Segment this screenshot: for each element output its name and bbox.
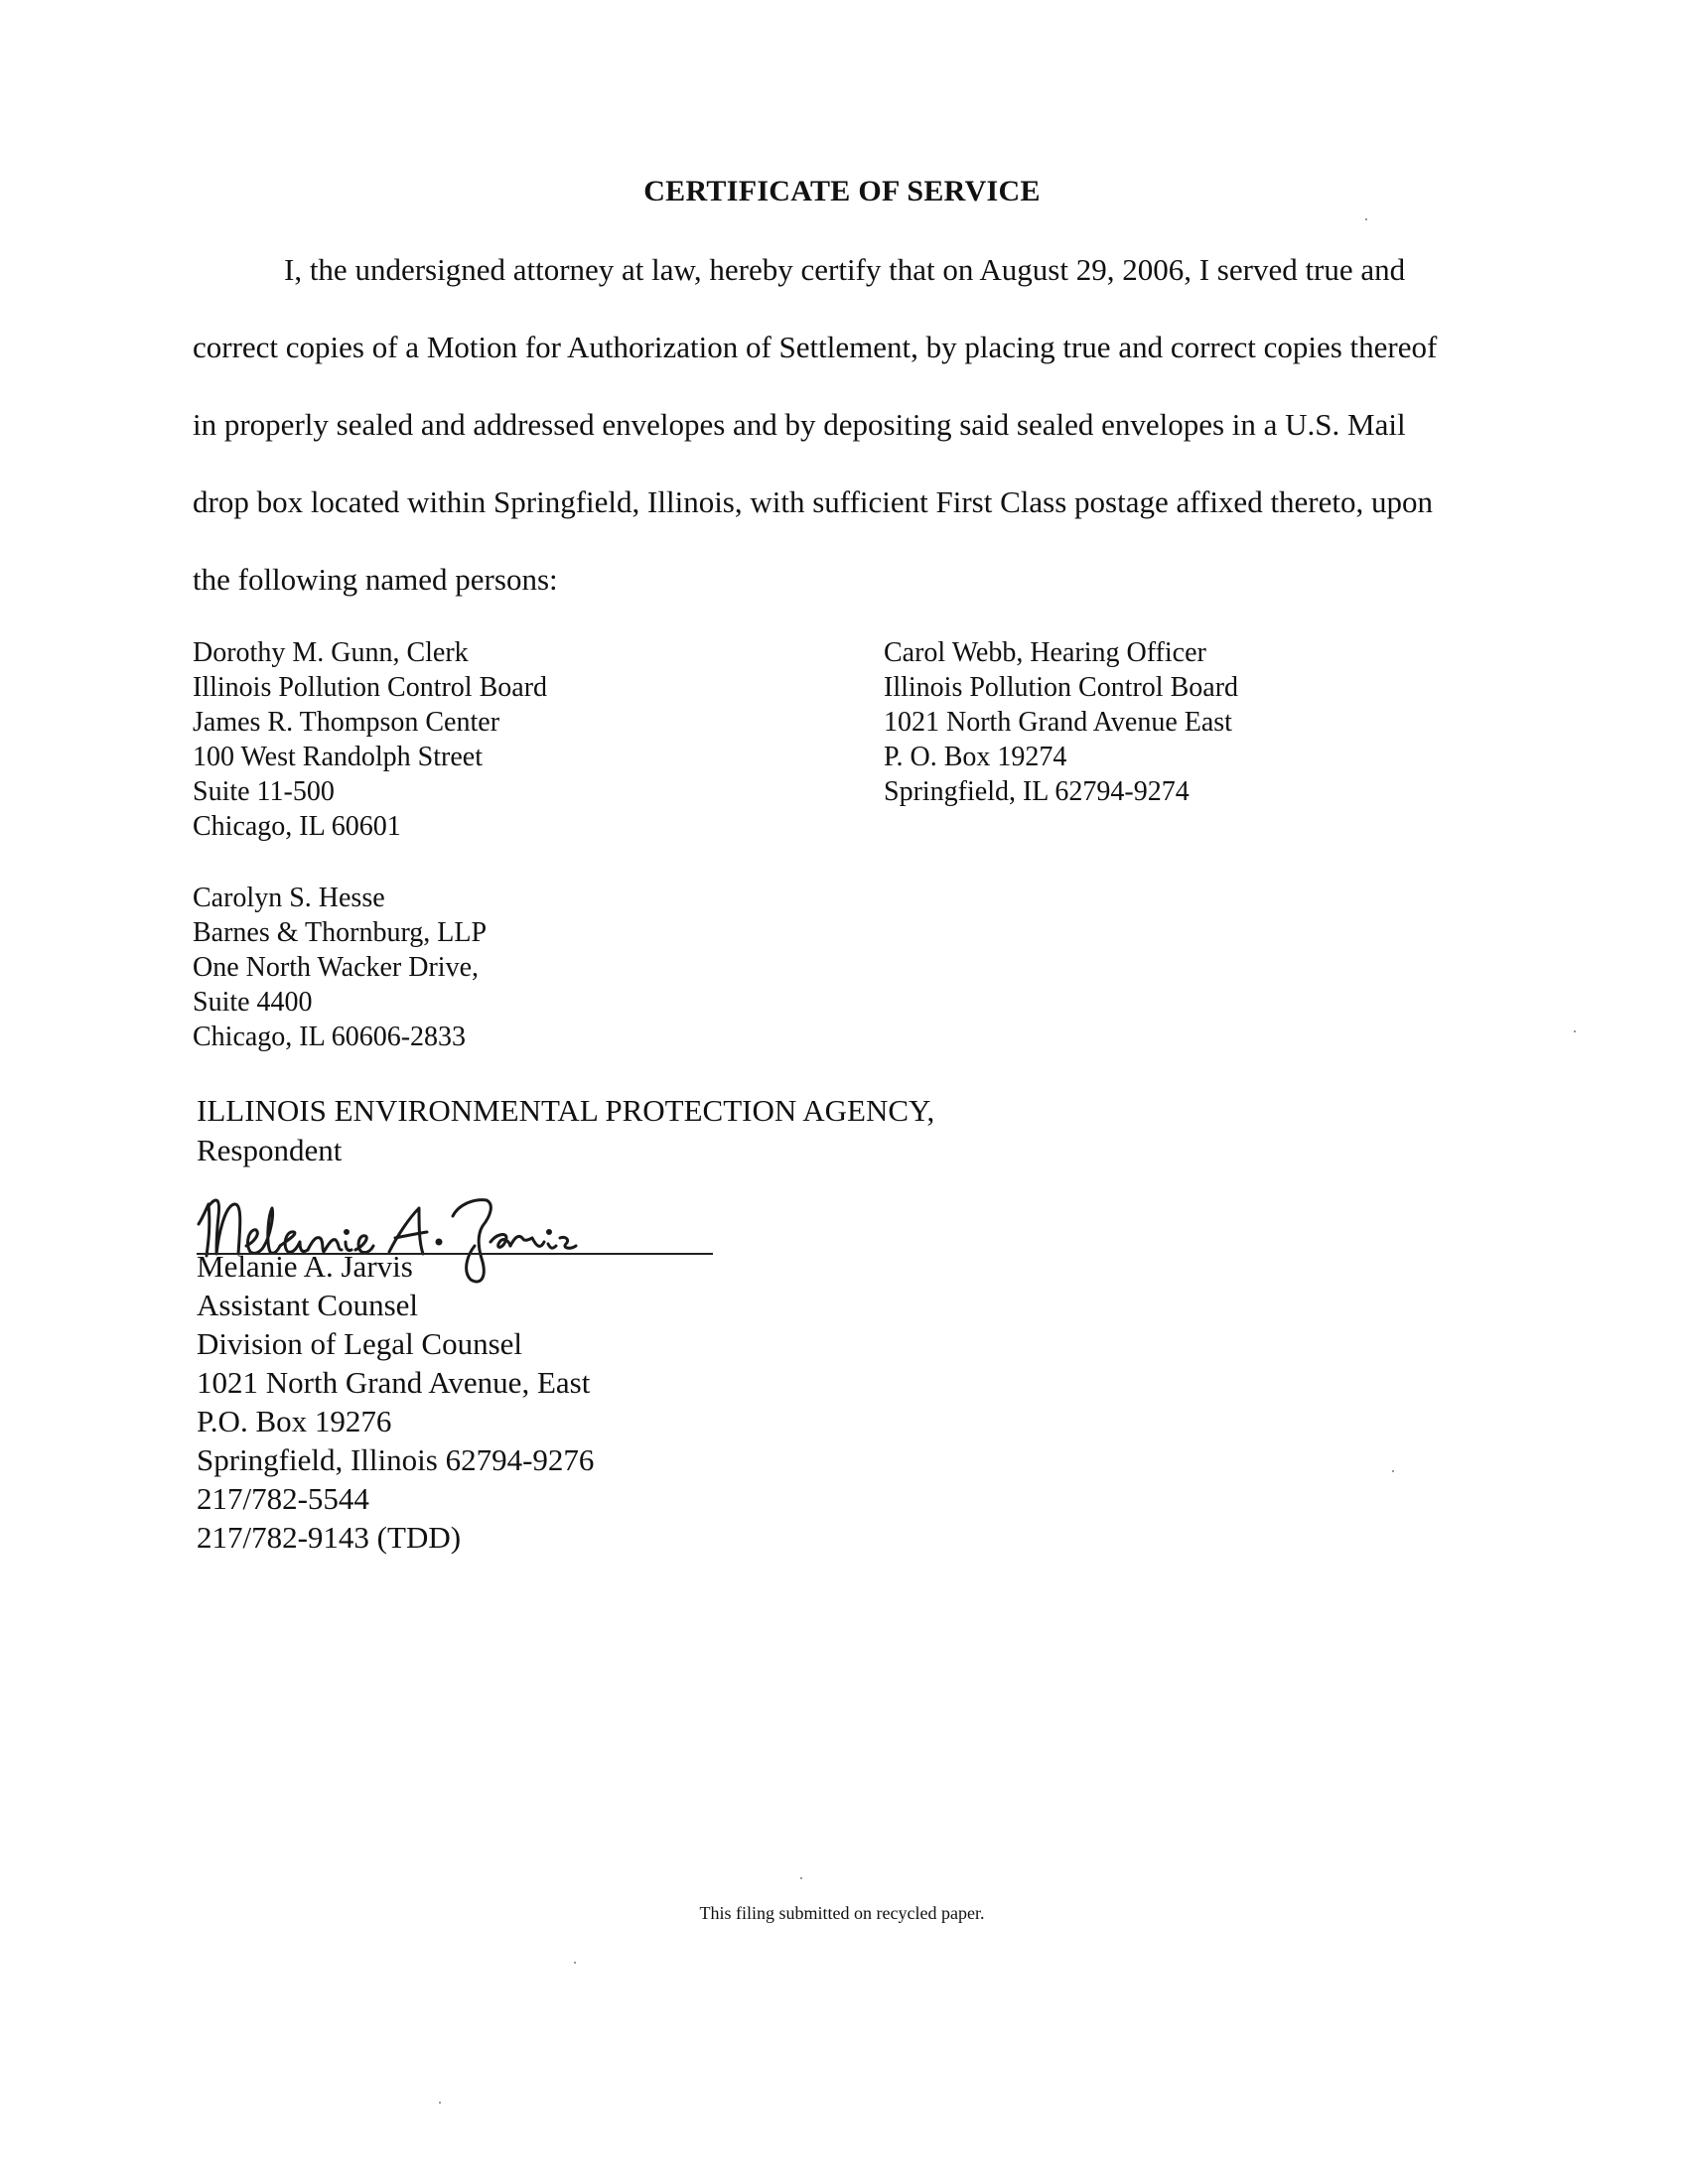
agency-name: ILLINOIS ENVIRONMENTAL PROTECTION AGENCY,: [197, 1093, 935, 1128]
address-line: Carol Webb, Hearing Officer: [884, 637, 1206, 668]
recipient-address-block: [193, 635, 547, 844]
address-line: Chicago, IL 60601: [193, 811, 401, 842]
signer-line: 1021 North Grand Avenue, East: [197, 1365, 591, 1400]
scan-speck: [1365, 218, 1367, 220]
document-title: CERTIFICATE OF SERVICE: [643, 175, 1041, 207]
address-line: Suite 4400: [193, 987, 313, 1018]
address-line: Suite 11-500: [193, 776, 335, 807]
body-line: in properly sealed and addressed envelopes and by depositing said sealed envelopes in a U.S. Mail: [193, 407, 1406, 442]
signer-line: P.O. Box 19276: [197, 1404, 392, 1438]
body-line: the following named persons:: [193, 562, 558, 597]
footer-note: This filing submitted on recycled paper.: [699, 1903, 985, 1923]
body-line: drop box located within Springfield, Illinois, with sufficient First Class postage affixed thereto, upon: [193, 484, 1434, 519]
scan-speck: [574, 1962, 576, 1964]
address-line: Carolyn S. Hesse: [193, 883, 385, 913]
signer-block: [197, 1247, 594, 1557]
scan-speck: [1574, 1030, 1576, 1032]
address-line: 100 West Randolph Street: [193, 742, 483, 772]
address-line: James R. Thompson Center: [193, 707, 500, 738]
scan-speck: [800, 1877, 802, 1879]
address-line: One North Wacker Drive,: [193, 952, 480, 983]
address-line: Illinois Pollution Control Board: [884, 672, 1239, 703]
address-line: Dorothy M. Gunn, Clerk: [193, 637, 469, 668]
scan-speck: [1392, 1470, 1394, 1472]
signer-line: Assistant Counsel: [197, 1288, 419, 1322]
body-line: I, the undersigned attorney at law, hereby certify that on August 29, 2006, I served true and: [284, 252, 1406, 287]
recipient-address-block: [884, 635, 1238, 809]
scan-speck: [439, 2102, 441, 2104]
address-line: Springfield, IL 62794-9274: [884, 776, 1190, 807]
signer-line: Springfield, Illinois 62794-9276: [197, 1442, 595, 1477]
signer-line: 217/782-5544: [197, 1481, 369, 1516]
address-line: Chicago, IL 60606-2833: [193, 1022, 467, 1052]
signer-line: Melanie A. Jarvis: [197, 1249, 413, 1284]
address-line: Illinois Pollution Control Board: [193, 672, 548, 703]
address-line: 1021 North Grand Avenue East: [884, 707, 1232, 738]
address-line: P. O. Box 19274: [884, 742, 1067, 772]
agency-role: Respondent: [197, 1133, 343, 1167]
recipient-address-block: [193, 881, 487, 1054]
signer-line: Division of Legal Counsel: [197, 1326, 523, 1361]
body-line: correct copies of a Motion for Authorization of Settlement, by placing true and correct copies thereof: [193, 330, 1438, 364]
signer-line: 217/782-9143 (TDD): [197, 1520, 462, 1555]
address-line: Barnes & Thornburg, LLP: [193, 917, 488, 948]
